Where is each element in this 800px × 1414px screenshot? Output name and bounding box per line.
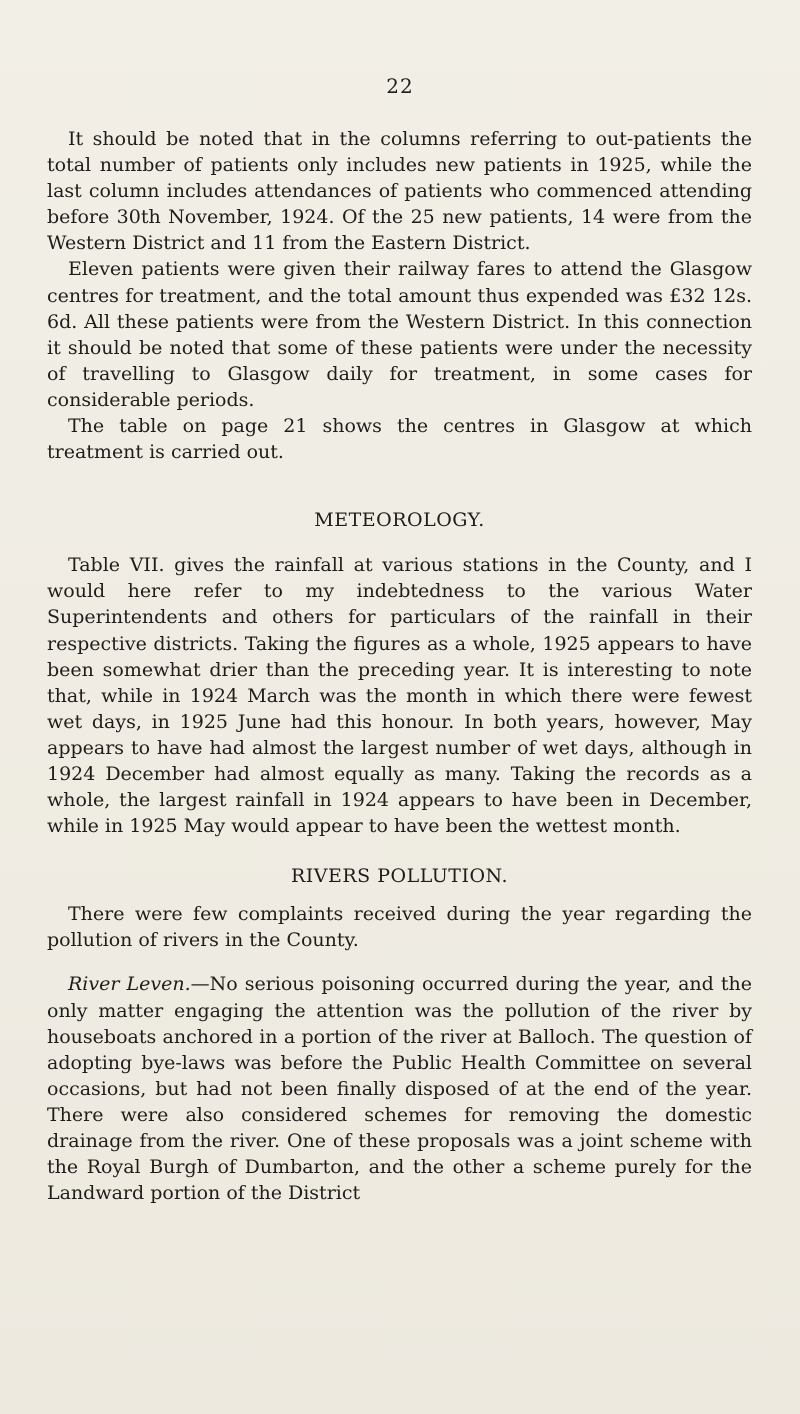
- rivers-pollution-heading: RIVERS POLLUTION.: [290, 865, 509, 888]
- paragraph-outpatients: It should be noted that in the columns referring to out-patients the total number of patients only includes new patients in 1925, while the last column includes attendances of patients who commenced attending before 30th November, 1924. Of the 25 new patients, 14 were from the Western District and 11 from the Eastern District.: [47, 128, 752, 255]
- paragraph-railway-fares: Eleven patients were given their railway fares to attend the Glasgow centres for treatment, and the total amount thus expended was £32 12s. 6d. All these patients were from the Western District. In this connection it should be noted that some of these patients were under the necessity of travelling to Glasgow daily for treatment, in some cases for considerable periods.: [47, 258, 752, 411]
- page-content: [47, 126, 752, 1206]
- paragraph-river-leven: [47, 971, 752, 1206]
- meteorology-heading: METEOROLOGY.: [314, 509, 485, 532]
- river-leven-title: River Leven.: [68, 973, 191, 996]
- paragraph-glasgow-centres: The table on page 21 shows the centres in Glasgow at which treatment is carried out.: [47, 415, 752, 464]
- paragraph-meteorology: Table VII. gives the rainfall at various stations in the County, and I would here refer to my indebtedness to the various Water Superintendents and others for particulars of the rainfall in their respective districts. Taking the figures as a whole, 1925 appears to have been somewhat drier than the preceding year. It is interesting to note that, while in 1924 March was the month in which there were fewest wet days, in 1925 June had this honour. In both years, however, May appears to have had almost the largest number of wet days, although in 1924 December had almost equally as many. Taking the records as a whole, the largest rainfall in 1924 appears to have been in December, while in 1925 May would appear to have been the wettest month.: [47, 554, 752, 838]
- page-number: 22: [386, 74, 414, 98]
- river-leven-text: —No serious poisoning occurred during the year, and the only matter engaging the attention was the pollution of the river by houseboats anchored in a portion of the river at Balloch. The question of adopting bye-laws was before the Public Health Committee on several occasions, but had not been finally disposed of at the end of the year. There were also considered schemes for removing the domestic drainage from the river. One of these proposals was a joint scheme with the Royal Burgh of Dumbarton, and the other a scheme purely for the Landward portion of the District: [47, 973, 752, 1205]
- paragraph-rivers-complaints: There were few complaints received during the year regarding the pollution of rivers in the County.: [47, 903, 752, 952]
